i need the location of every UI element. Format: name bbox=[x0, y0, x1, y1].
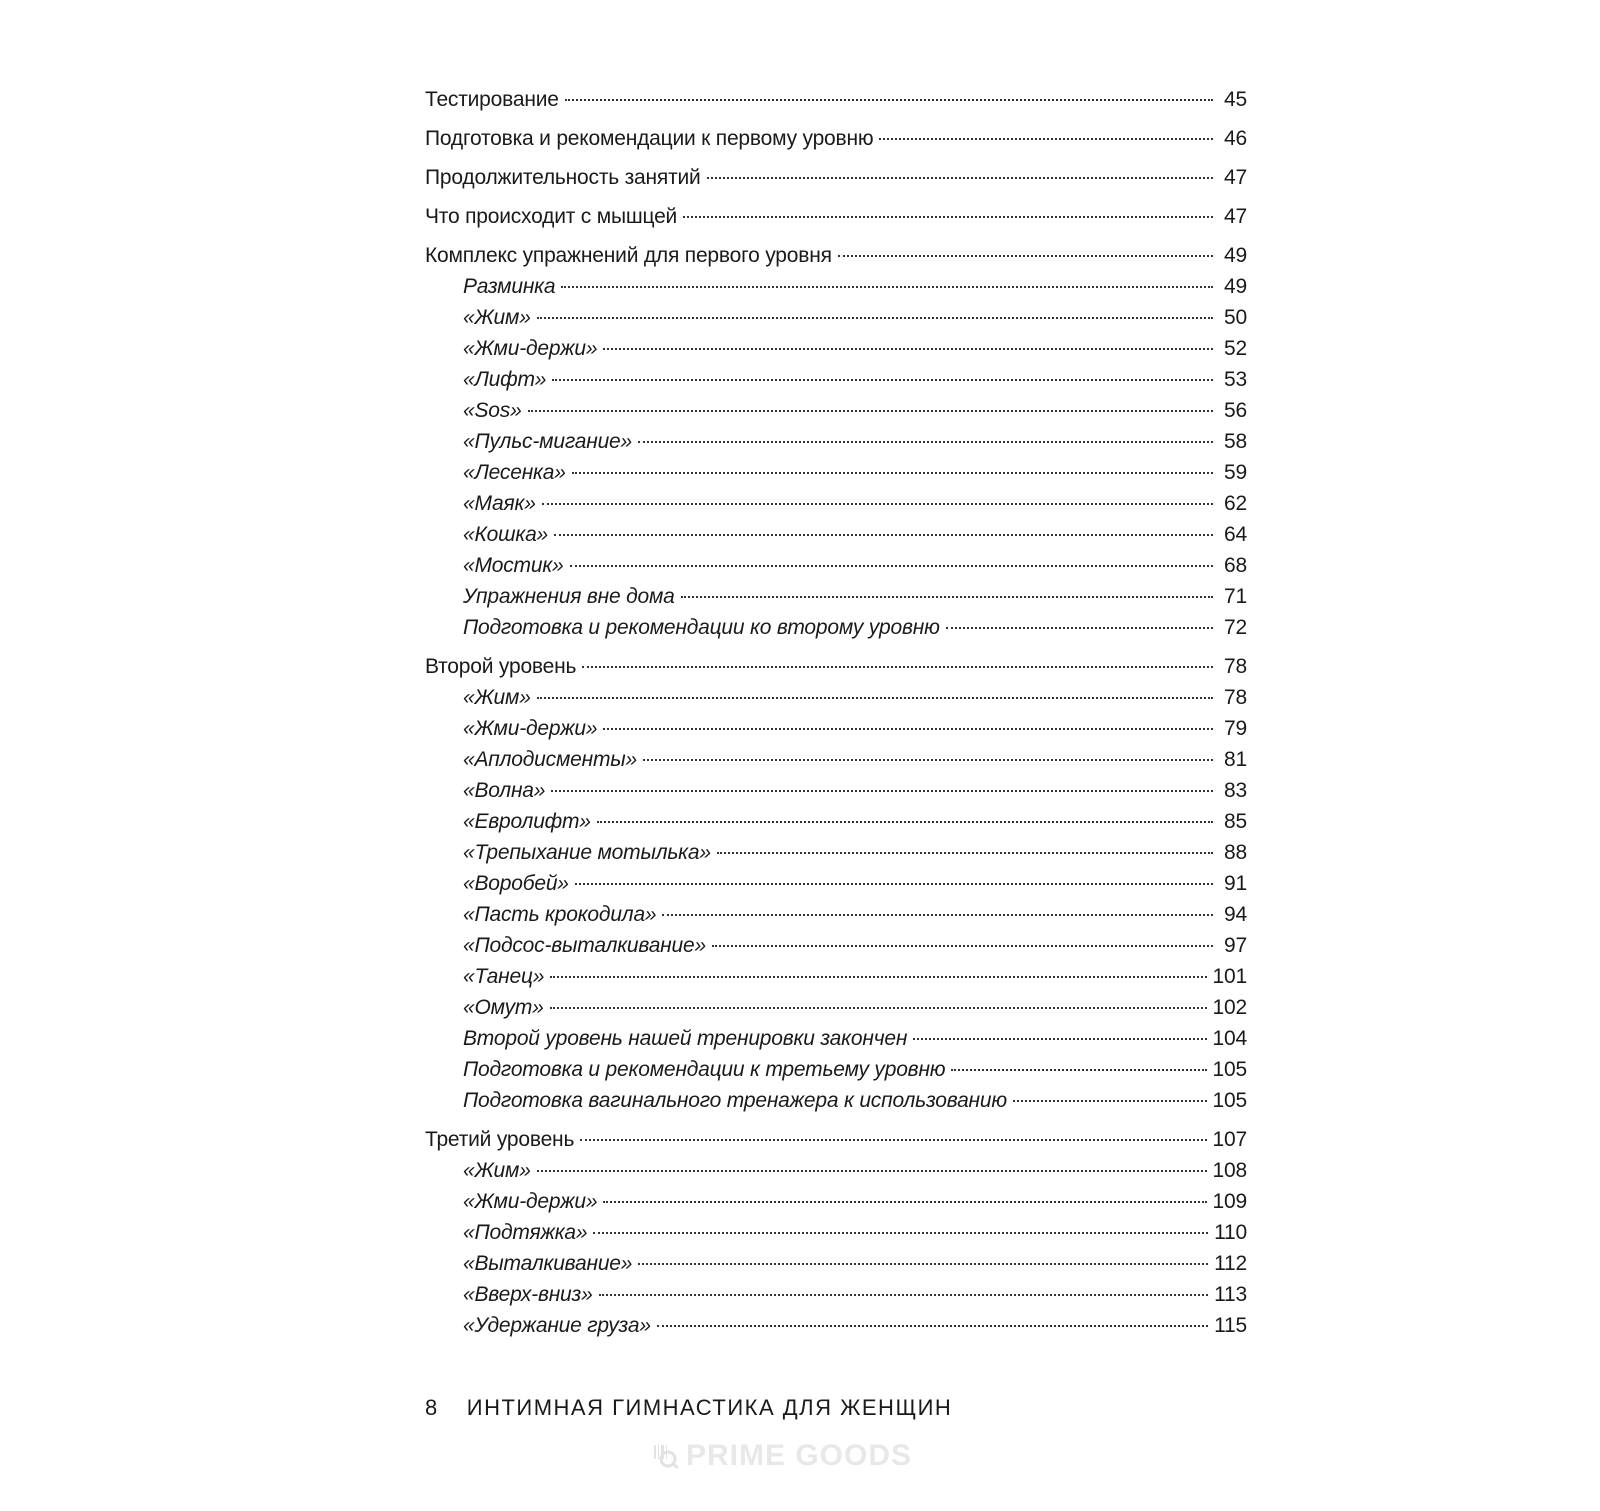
toc-entry-page-number: 50 bbox=[1224, 306, 1247, 329]
toc-section-entry bbox=[425, 162, 1247, 193]
toc-entry-page-number: 105 bbox=[1212, 1058, 1247, 1081]
toc-entry-page-number: 49 bbox=[1224, 244, 1247, 267]
toc-dot-leader bbox=[528, 410, 1213, 412]
toc-dot-leader bbox=[603, 348, 1213, 350]
toc-subsection-entry bbox=[425, 550, 1247, 581]
barcode-icon bbox=[652, 1443, 680, 1469]
toc-entry-title: «Жим» bbox=[463, 686, 531, 709]
toc-entry-page-number: 97 bbox=[1224, 934, 1247, 957]
toc-entry-page-number: 113 bbox=[1214, 1283, 1247, 1306]
toc-section-entry bbox=[425, 651, 1247, 682]
toc-dot-leader bbox=[712, 945, 1213, 947]
toc-entry-title: «Sos» bbox=[463, 399, 522, 422]
toc-subsection-entry bbox=[425, 682, 1247, 713]
toc-entry-title: «Жим» bbox=[463, 306, 531, 329]
toc-dot-leader bbox=[879, 138, 1213, 140]
toc-subsection-entry bbox=[425, 302, 1247, 333]
toc-dot-leader bbox=[599, 1294, 1209, 1296]
toc-entry-page-number: 52 bbox=[1224, 337, 1247, 360]
toc-dot-leader bbox=[565, 99, 1213, 101]
toc-subsection-entry bbox=[425, 1186, 1247, 1217]
toc-entry-page-number: 58 bbox=[1224, 430, 1247, 453]
toc-section-entry bbox=[425, 1124, 1247, 1155]
toc-entry-title: «Жми-держи» bbox=[463, 1190, 598, 1213]
toc-dot-leader bbox=[946, 627, 1213, 629]
toc-entry-title: «Аплодисменты» bbox=[463, 748, 638, 771]
toc-entry-title: «Жим» bbox=[463, 1159, 531, 1182]
toc-dot-leader bbox=[537, 317, 1213, 319]
toc-entry-title: Подготовка и рекомендации ко второму уровню bbox=[463, 616, 940, 639]
toc-dot-leader bbox=[550, 976, 1206, 978]
toc-entry-page-number: 110 bbox=[1214, 1221, 1247, 1244]
toc-subsection-entry bbox=[425, 364, 1247, 395]
toc-dot-leader bbox=[638, 1263, 1208, 1265]
toc-entry-title: Что происходит с мышцей bbox=[425, 205, 678, 228]
watermark-text: PRIME GOODS bbox=[686, 1439, 913, 1472]
toc-dot-leader bbox=[537, 697, 1213, 699]
toc-entry-title: Подготовка и рекомендации к первому уровню bbox=[425, 127, 874, 150]
toc-entry-title: «Удержание груза» bbox=[463, 1314, 651, 1337]
toc-entry-title: Второй уровень bbox=[425, 655, 577, 678]
toc-dot-leader bbox=[572, 472, 1213, 474]
toc-entry-page-number: 101 bbox=[1212, 965, 1247, 988]
toc-subsection-entry bbox=[425, 837, 1247, 868]
toc-subsection-entry bbox=[425, 1248, 1247, 1279]
toc-entry-page-number: 78 bbox=[1224, 655, 1247, 678]
toc-entry-page-number: 47 bbox=[1224, 166, 1247, 189]
toc-subsection-entry bbox=[425, 612, 1247, 643]
toc-entry-page-number: 83 bbox=[1224, 779, 1247, 802]
toc-entry-title: «Воробей» bbox=[463, 872, 569, 895]
table-of-contents bbox=[425, 84, 1247, 1341]
toc-entry-title: «Пасть крокодила» bbox=[463, 903, 657, 926]
toc-entry-page-number: 94 bbox=[1224, 903, 1247, 926]
toc-entry-title: «Танец» bbox=[463, 965, 545, 988]
toc-entry-page-number: 78 bbox=[1224, 686, 1247, 709]
toc-entry-title: «Жми-держи» bbox=[463, 717, 598, 740]
toc-subsection-entry bbox=[425, 426, 1247, 457]
toc-dot-leader bbox=[580, 1139, 1206, 1141]
toc-dot-leader bbox=[638, 441, 1213, 443]
toc-dot-leader bbox=[662, 914, 1213, 916]
toc-subsection-entry bbox=[425, 744, 1247, 775]
toc-dot-leader bbox=[717, 852, 1213, 854]
toc-entry-title: «Подсос-выталкивание» bbox=[463, 934, 706, 957]
toc-entry-title: Разминка bbox=[463, 275, 556, 298]
toc-subsection-entry bbox=[425, 395, 1247, 426]
toc-entry-title: «Маяк» bbox=[463, 492, 536, 515]
toc-entry-title: Третий уровень bbox=[425, 1128, 575, 1151]
toc-entry-page-number: 109 bbox=[1212, 1190, 1247, 1213]
toc-entry-page-number: 85 bbox=[1224, 810, 1247, 833]
toc-subsection-entry bbox=[425, 333, 1247, 364]
toc-entry-page-number: 59 bbox=[1224, 461, 1247, 484]
toc-dot-leader bbox=[1013, 1100, 1207, 1102]
toc-subsection-entry bbox=[425, 899, 1247, 930]
toc-dot-leader bbox=[683, 216, 1213, 218]
toc-dot-leader bbox=[554, 534, 1213, 536]
toc-subsection-entry bbox=[425, 1155, 1247, 1186]
toc-subsection-entry bbox=[425, 519, 1247, 550]
toc-subsection-entry bbox=[425, 806, 1247, 837]
toc-entry-title: Тестирование bbox=[425, 88, 559, 111]
toc-subsection-entry bbox=[425, 488, 1247, 519]
toc-dot-leader bbox=[575, 883, 1213, 885]
toc-entry-title: «Омут» bbox=[463, 996, 544, 1019]
toc-entry-title: «Лесенка» bbox=[463, 461, 566, 484]
toc-entry-title: «Выталкивание» bbox=[463, 1252, 633, 1275]
toc-entry-title: «Подтяжка» bbox=[463, 1221, 588, 1244]
toc-entry-title: Упражнения вне дома bbox=[463, 585, 675, 608]
toc-entry-page-number: 72 bbox=[1224, 616, 1247, 639]
toc-entry-page-number: 81 bbox=[1224, 748, 1247, 771]
toc-subsection-entry bbox=[425, 271, 1247, 302]
toc-entry-title: «Евролифт» bbox=[463, 810, 591, 833]
toc-entry-page-number: 47 bbox=[1224, 205, 1247, 228]
toc-section-entry bbox=[425, 201, 1247, 232]
toc-entry-title: «Трепыхание мотылька» bbox=[463, 841, 711, 864]
toc-subsection-entry bbox=[425, 1023, 1247, 1054]
toc-dot-leader bbox=[597, 821, 1213, 823]
toc-entry-page-number: 108 bbox=[1212, 1159, 1247, 1182]
toc-entry-title: «Лифт» bbox=[463, 368, 547, 391]
toc-dot-leader bbox=[603, 1201, 1206, 1203]
toc-dot-leader bbox=[657, 1325, 1208, 1327]
toc-subsection-entry bbox=[425, 1217, 1247, 1248]
footer-book-title: ИНТИМНАЯ ГИМНАСТИКА ДЛЯ ЖЕНЩИН bbox=[466, 1395, 953, 1420]
toc-subsection-entry bbox=[425, 457, 1247, 488]
toc-entry-page-number: 105 bbox=[1212, 1089, 1247, 1112]
toc-dot-leader bbox=[550, 1007, 1207, 1009]
toc-entry-page-number: 46 bbox=[1224, 127, 1247, 150]
toc-subsection-entry bbox=[425, 930, 1247, 961]
toc-subsection-entry bbox=[425, 713, 1247, 744]
toc-dot-leader bbox=[951, 1069, 1206, 1071]
toc-subsection-entry bbox=[425, 868, 1247, 899]
toc-entry-title: Продолжительность занятий bbox=[425, 166, 701, 189]
toc-entry-page-number: 88 bbox=[1224, 841, 1247, 864]
toc-dot-leader bbox=[643, 759, 1213, 761]
toc-entry-page-number: 91 bbox=[1224, 872, 1247, 895]
toc-dot-leader bbox=[582, 666, 1213, 668]
toc-subsection-entry bbox=[425, 1279, 1247, 1310]
toc-entry-title: Подготовка и рекомендации к третьему уровню bbox=[463, 1058, 946, 1081]
toc-subsection-entry bbox=[425, 1054, 1247, 1085]
toc-entry-page-number: 112 bbox=[1214, 1252, 1247, 1275]
toc-entry-title: «Вверх-вниз» bbox=[463, 1283, 593, 1306]
toc-dot-leader bbox=[838, 255, 1213, 257]
toc-entry-title: Подготовка вагинального тренажера к использованию bbox=[463, 1089, 1007, 1112]
toc-entry-page-number: 115 bbox=[1214, 1314, 1247, 1337]
toc-entry-page-number: 102 bbox=[1212, 996, 1247, 1019]
toc-section-entry bbox=[425, 123, 1247, 154]
toc-entry-page-number: 71 bbox=[1224, 585, 1247, 608]
toc-subsection-entry bbox=[425, 581, 1247, 612]
watermark bbox=[652, 1439, 912, 1473]
toc-section-entry bbox=[425, 240, 1247, 271]
toc-entry-page-number: 68 bbox=[1224, 554, 1247, 577]
toc-subsection-entry bbox=[425, 1085, 1247, 1116]
toc-entry-title: Комплекс упражнений для первого уровня bbox=[425, 244, 832, 267]
toc-dot-leader bbox=[707, 177, 1213, 179]
toc-subsection-entry bbox=[425, 992, 1247, 1023]
footer-page-number: 8 bbox=[425, 1395, 439, 1420]
toc-entry-title: «Волна» bbox=[463, 779, 546, 802]
toc-dot-leader bbox=[552, 379, 1213, 381]
toc-dot-leader bbox=[551, 790, 1213, 792]
toc-entry-title: «Мостик» bbox=[463, 554, 564, 577]
toc-entry-title: «Пульс-мигание» bbox=[463, 430, 633, 453]
page-footer bbox=[425, 1395, 952, 1421]
toc-entry-page-number: 45 bbox=[1224, 88, 1247, 111]
toc-subsection-entry bbox=[425, 1310, 1247, 1341]
toc-entry-page-number: 56 bbox=[1224, 399, 1247, 422]
toc-entry-page-number: 62 bbox=[1224, 492, 1247, 515]
toc-dot-leader bbox=[681, 596, 1213, 598]
toc-entry-title: Второй уровень нашей тренировки закончен bbox=[463, 1027, 908, 1050]
toc-dot-leader bbox=[537, 1170, 1207, 1172]
toc-dot-leader bbox=[603, 728, 1213, 730]
toc-dot-leader bbox=[913, 1038, 1206, 1040]
toc-entry-page-number: 64 bbox=[1224, 523, 1247, 546]
toc-dot-leader bbox=[570, 565, 1213, 567]
toc-entry-title: «Кошка» bbox=[463, 523, 549, 546]
toc-entry-page-number: 79 bbox=[1224, 717, 1247, 740]
toc-entry-page-number: 53 bbox=[1224, 368, 1247, 391]
toc-dot-leader bbox=[593, 1232, 1208, 1234]
toc-section-entry bbox=[425, 84, 1247, 115]
toc-entry-title: «Жми-держи» bbox=[463, 337, 598, 360]
toc-subsection-entry bbox=[425, 775, 1247, 806]
toc-subsection-entry bbox=[425, 961, 1247, 992]
toc-entry-page-number: 104 bbox=[1212, 1027, 1247, 1050]
toc-entry-page-number: 107 bbox=[1212, 1128, 1247, 1151]
toc-entry-page-number: 49 bbox=[1224, 275, 1247, 298]
toc-dot-leader bbox=[542, 503, 1213, 505]
toc-dot-leader bbox=[561, 286, 1213, 288]
